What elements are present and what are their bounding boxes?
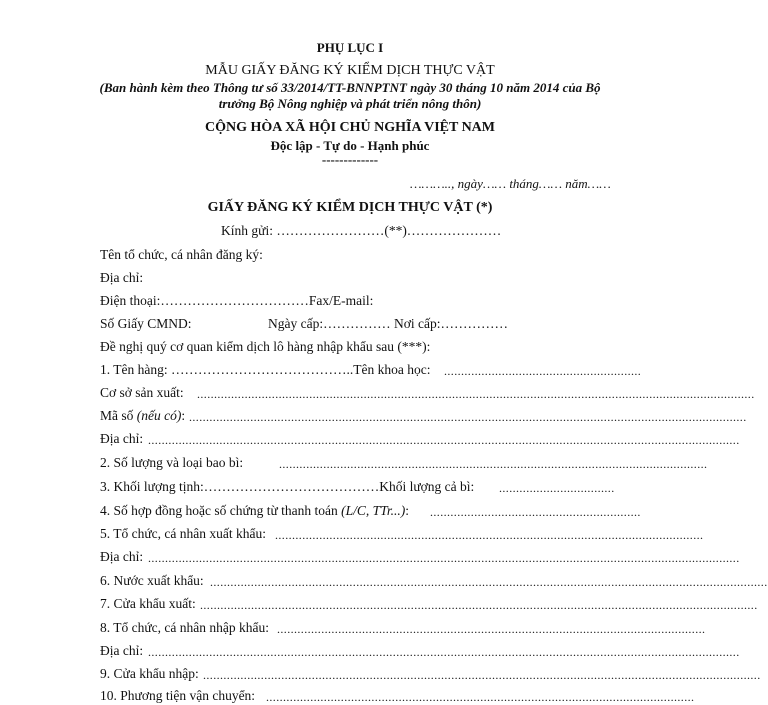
national-motto: Độc lập - Tự do - Hạnh phúc: [270, 138, 430, 153]
weight-line: 3. Khối lượng tịnh:…………………………………Khối lượng cả bì:: [100, 479, 475, 494]
applicant-address-label: Địa chỉ:: [100, 270, 144, 285]
weight-dots: ..................................: [499, 481, 615, 495]
import-gate-label: 9. Cửa khẩu nhập:: [100, 666, 199, 681]
quantity-label: 2. Số lượng và loại bao bì:: [100, 455, 244, 470]
request-line: Đề nghị quý cơ quan kiểm dịch lô hàng nhập khẩu sau (***):: [100, 339, 431, 354]
exporter-address-dots: ..............................................................................................................................................................................: [148, 551, 740, 565]
export-gate-dots: ....................................................................................................................................................................: [200, 598, 758, 612]
exporter-label: 5. Tổ chức, cá nhân xuất khẩu:: [100, 526, 267, 541]
contract-label: 4. Số hợp đồng hoặc số chứng từ thanh toán (L/C, TTr...):: [100, 503, 410, 518]
transport-dots: ..............................................................................................................................: [266, 690, 695, 704]
facility-dots: ....................................................................................................................................................................: [197, 387, 755, 401]
appendix-title: PHỤ LỤC I: [316, 40, 384, 55]
export-country-dots: ....................................................................................................................................................................: [210, 575, 768, 589]
transport-label: 10. Phương tiện vận chuyển:: [100, 688, 256, 703]
exporter-address-label: Địa chỉ:: [100, 549, 144, 564]
country-name: CỘNG HÒA XÃ HỘI CHỦ NGHĨA VIỆT NAM: [204, 120, 495, 135]
importer-address-dots: ..............................................................................................................................................................................: [148, 645, 740, 659]
quantity-dots: ..............................................................................................................................: [279, 457, 708, 471]
id-number-label: Số Giấy CMND:: [100, 316, 192, 331]
importer-address-label: Địa chỉ:: [100, 643, 144, 658]
importer-dots: ..............................................................................................................................: [277, 622, 706, 636]
export-country-label: 6. Nước xuất khẩu:: [100, 573, 204, 588]
form-heading: GIẤY ĐĂNG KÝ KIỂM DỊCH THỰC VẬT (*): [207, 200, 493, 215]
facility-address-label: Địa chỉ:: [100, 431, 144, 446]
import-gate-dots: ....................................................................................................................................................................: [203, 668, 761, 682]
id-issue-line: Ngày cấp:…………… Nơi cấp:……………: [268, 316, 508, 331]
recipient-line: Kính gửi: ……………………(**)…………………: [221, 223, 502, 238]
applicant-name-label: Tên tổ chức, cá nhân đăng ký:: [100, 247, 263, 262]
motto-underline: -------------: [321, 152, 379, 167]
issued-by-line-2: trưởng Bộ Nông nghiệp và phát triển nông thôn): [218, 96, 482, 111]
facility-address-dots: ..............................................................................................................................................................................: [148, 433, 740, 447]
code-label: Mã số (nếu có):: [100, 408, 186, 423]
facility-label: Cơ sở sản xuất:: [100, 385, 184, 400]
exporter-dots: ..............................................................................................................................: [275, 528, 704, 542]
phone-fax-line: Điện thoại:……………………………Fax/E-mail:: [100, 293, 374, 308]
code-dots: ....................................................................................................................................................................: [189, 410, 747, 424]
goods-name-dots: ..........................................................: [444, 364, 642, 378]
contract-dots: ..............................................................: [430, 505, 641, 519]
issued-by-line-1: (Ban hành kèm theo Thông tư số 33/2014/TT-BNNPTNT ngày 30 tháng 10 năm 2014 của Bộ: [99, 80, 601, 95]
goods-name-line: 1. Tên hàng: …………………………………..Tên khoa học:: [100, 362, 431, 377]
form-title: MẪU GIẤY ĐĂNG KÝ KIỂM DỊCH THỰC VẬT: [205, 63, 495, 78]
importer-label: 8. Tổ chức, cá nhân nhập khẩu:: [100, 620, 270, 635]
date-line: ……….., ngày…… tháng…… năm……: [410, 176, 611, 191]
export-gate-label: 7. Cửa khẩu xuất:: [100, 596, 196, 611]
